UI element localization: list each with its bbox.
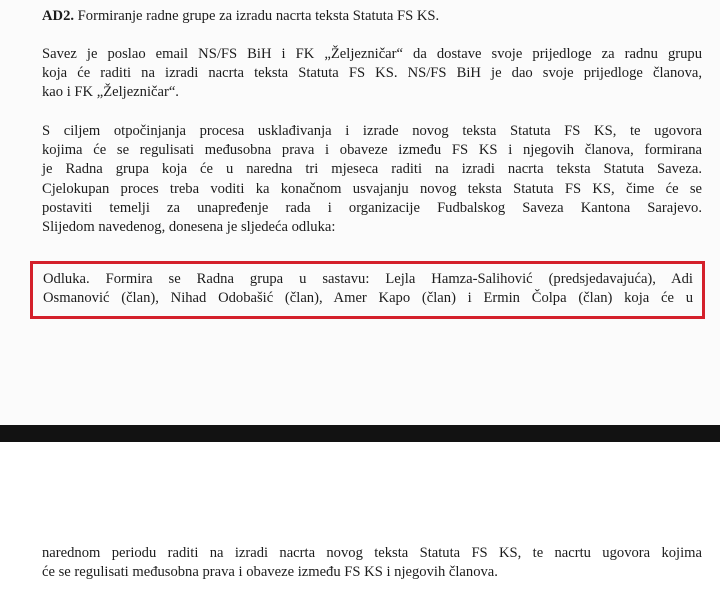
heading-text: Formiranje radne grupe za izradu nacrta teksta Statuta FS KS. [74,8,440,24]
paragraph-line: će se regulisati međusobna prava i obaveze između FS KS i njegovih članova. [42,564,498,581]
paragraph-line: kojima će se regulisati međusobna prava i obaveze između FS KS i njegovih članova, formirana [42,142,702,159]
paragraph-line: je Radna grupa koja će u naredna tri mjeseca raditi na izradi nacrta teksta Statuta Saveza. [42,161,702,178]
paragraph-line: postaviti temelji za unapređenje rada i organizacije Fudbalskog Saveza Kantona Sarajevo. [42,199,702,216]
section-heading [42,7,702,26]
heading-label: AD2. [42,8,75,24]
paragraph-line: S ciljem otpočinjanja procesa usklađivanja i izrade novog teksta Statuta FS KS, te ugovora [42,123,702,139]
paragraph-line: kao i FK „Željezničar“. [42,84,179,101]
paragraph-email-request [42,45,702,103]
highlighted-decision-box [30,261,705,319]
decision-text [43,270,693,308]
paragraph-line: Cjelokupan proces treba voditi ka konačnom usvajanju novog teksta Statuta FS KS, čime će se [42,180,702,197]
paragraph-line: koja će raditi na izradi nacrta teksta Statuta FS KS. NS/FS BiH je dao svoje prijedloge članova, [42,65,702,82]
decision-line: Odluka. Formira se Radna grupa u sastavu: Lejla Hamza-Salihović (predsjedavajuća), Adi [43,271,693,287]
paragraph-line: Slijedom navedenog, donesena je sljedeća odluka: [42,219,336,236]
paragraph-working-group [42,122,702,237]
paragraph-line: Savez je poslao email NS/FS BiH i FK „Željezničar“ da dostave svoje prijedloge za radnu grupu [42,46,702,62]
page-divider [0,425,720,442]
paragraph-continuation [42,544,702,582]
paragraph-line: narednom periodu raditi na izradi nacrta novog teksta Statuta FS KS, te nacrtu ugovora kojima [42,545,702,561]
decision-line: Osmanović (član), Nihad Odobašić (član), Amer Kapo (član) i Ermin Čolpa (član) koja će u [43,290,693,307]
